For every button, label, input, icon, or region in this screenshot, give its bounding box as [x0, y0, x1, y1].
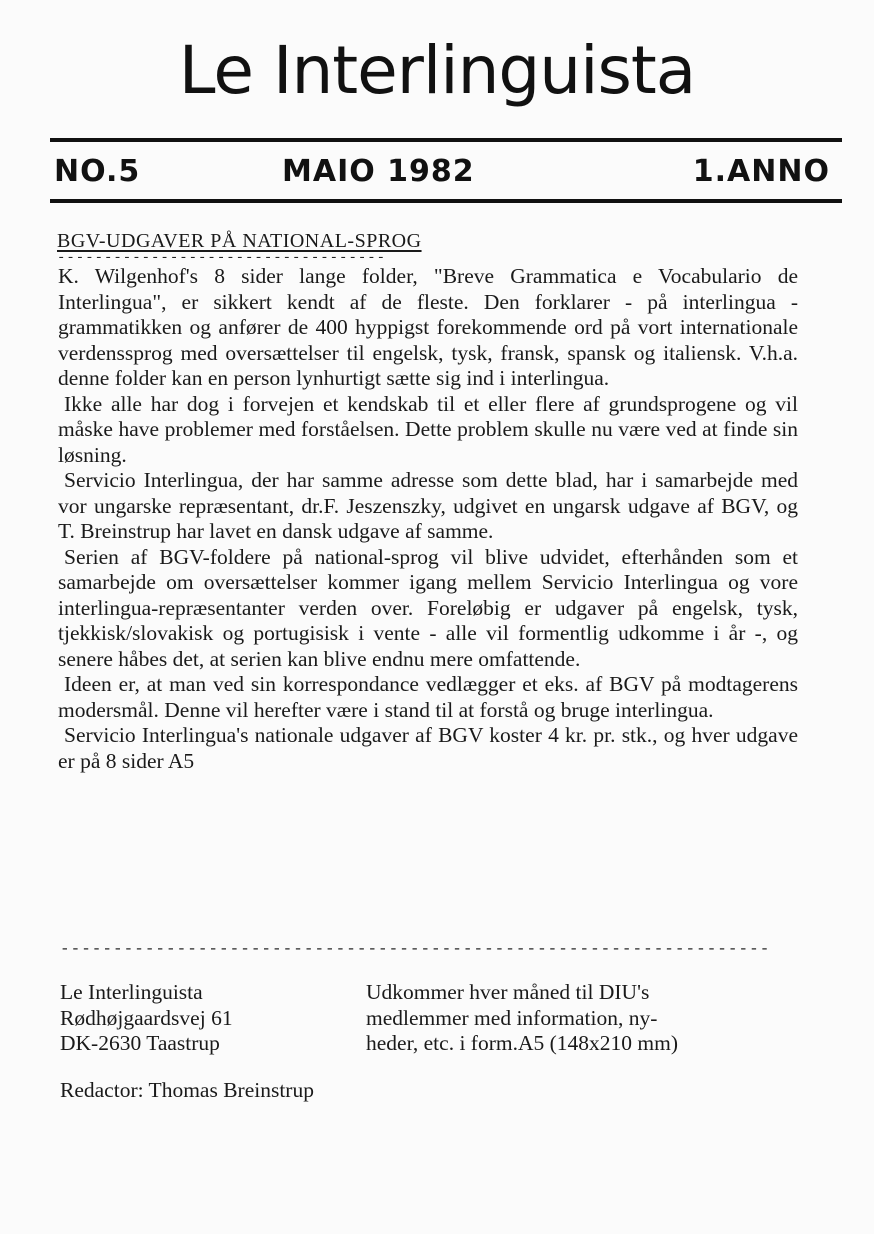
article-headline: BGV-UDGAVER PÅ NATIONAL-SPROG [57, 230, 422, 252]
masthead-title: Le Interlinguista [178, 32, 696, 109]
address-line: Le Interlinguista [60, 980, 203, 1004]
info-line: medlemmer med information, ny- [366, 1005, 658, 1030]
publisher-address [60, 980, 340, 1057]
issue-number: NO.5 [54, 154, 141, 189]
article-body [58, 264, 798, 774]
headline-dashed-rule: ----------------------------------- [57, 250, 387, 266]
publication-info [366, 980, 836, 1057]
issue-info-row [54, 154, 830, 196]
article-paragraph: Ikke alle har dog i forvejen et kendskab til et eller flere af grundsprogene og vil måske have problemer med forståelsen. Dette problem skulle nu være ved at finde sin løsning. [58, 391, 798, 467]
address-line: DK-2630 Taastrup [60, 1031, 220, 1055]
section-divider: ------------------------------------------------------------------- [60, 940, 771, 958]
article-paragraph: Servicio Interlingua, der har samme adresse som dette blad, har i samarbejde med vor ungarske repræsentant, dr.F. Jeszenszky, udgivet en ungarsk udgave af BGV, og T. Breinstrup har lavet en dansk udgave af samme. [58, 468, 798, 543]
issue-year: 1.ANNO [692, 154, 830, 189]
issue-date: MAIO 1982 [282, 154, 475, 189]
article-paragraph: Serien af BGV-foldere på national-sprog vil blive udvidet, efterhånden som et samarbejde om oversættelser kommer igang mellem Servicio Interlingua og vore interlingua-repræsentanter verden over. Foreløbig er udgaver på engelsk, tysk, tjekkisk/slovakisk og portugisisk i vente - alle vil formentlig udkomme i år -, og senere håbes det, at serien kan blive endnu mere omfattende. [58, 544, 798, 671]
masthead-rule-bottom [50, 199, 842, 203]
article-paragraph: K. Wilgenhof's 8 sider lange folder, "Breve Grammatica e Vocabulario de Interlingua", er sikkert kendt af de fleste. Den forklarer - på interlingua - grammatikken og anfører de 400 hyppigst forekommende ord på vort internationale verdenssprog med oversættelser til engelsk, tysk, fransk, spansk og italiensk. V.h.a. denne folder kan en person lynhurtigt sætte sig ind i interlingua. [58, 264, 798, 390]
editor-credit: Redactor: Thomas Breinstrup [60, 1078, 314, 1102]
masthead-rule-top [50, 138, 842, 142]
article-paragraph: Ideen er, at man ved sin korrespondance vedlægger et eks. af BGV på modtagerens modersmål. Denne vil herefter være i stand til at forstå og bruge interlingua. [58, 672, 798, 722]
article-paragraph: Servicio Interlingua's nationale udgaver af BGV koster 4 kr. pr. stk., og hver udgave er på 8 sider A5 [58, 723, 798, 773]
info-line: heder, etc. i form.A5 (148x210 mm) [366, 1031, 679, 1055]
info-line: Udkommer hver måned til DIU's [366, 980, 650, 1004]
address-line: Rødhøjgaardsvej 61 [60, 1005, 233, 1030]
